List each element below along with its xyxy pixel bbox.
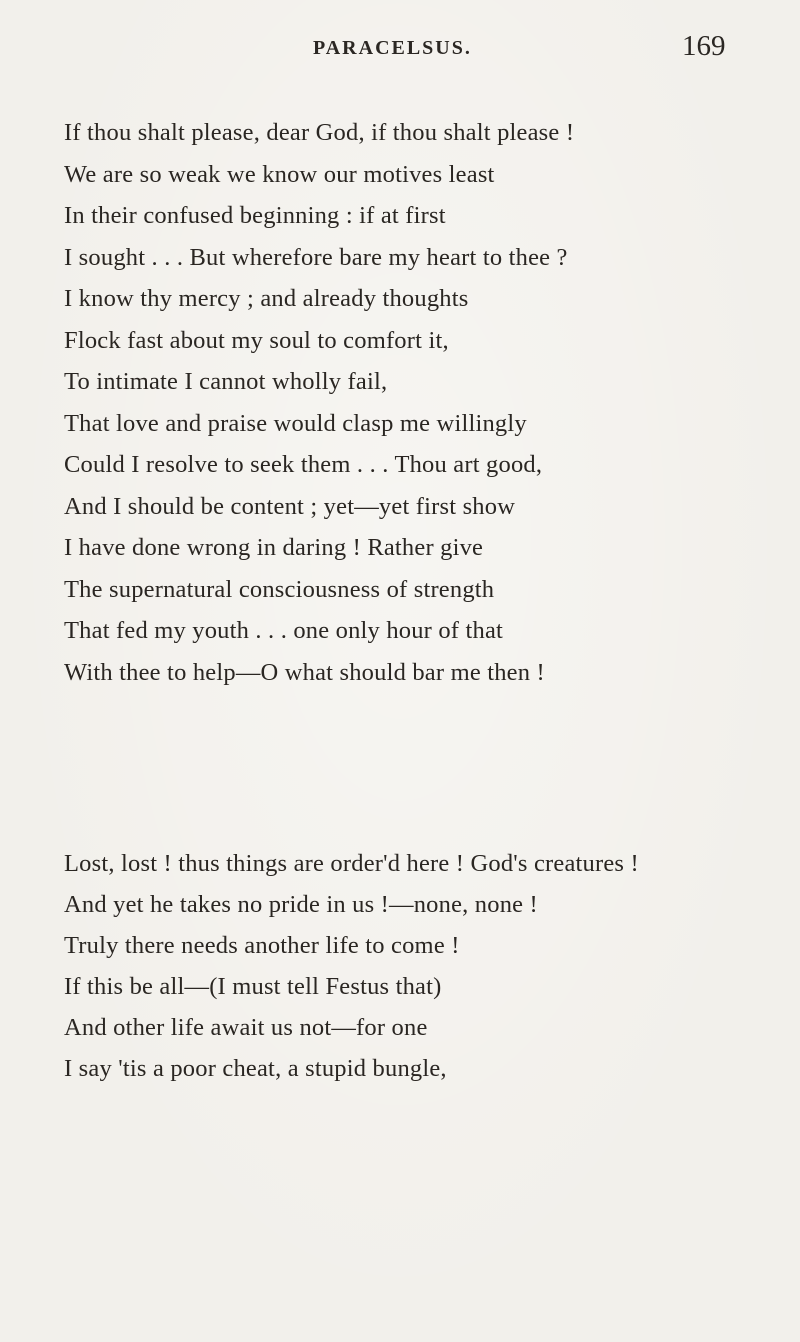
verse-line: Flock fast about my soul to comfort it, <box>64 326 449 354</box>
verse-line: Truly there needs another life to come ! <box>64 932 460 959</box>
stanza-2 <box>64 843 784 1089</box>
verse-line: Could I resolve to seek them . . . Thou art good, <box>64 451 543 478</box>
verse-line: The supernatural consciousness of strength <box>64 575 495 603</box>
verse-line: I say 'tis a poor cheat, a stupid bungle, <box>64 1055 447 1082</box>
running-head <box>0 30 800 70</box>
verse-line: That fed my youth . . . one only hour of that <box>64 617 504 644</box>
verse-line: That love and praise would clasp me willingly <box>64 409 527 437</box>
verse-line: And I should be content ; yet—yet first show <box>64 492 516 520</box>
verse-line: In their confused beginning : if at first <box>64 202 446 229</box>
stanza-1 <box>64 112 784 693</box>
verse-line: I know thy mercy ; and already thoughts <box>64 285 469 312</box>
page-number: 169 <box>682 30 726 62</box>
verse-line: I have done wrong in daring ! Rather give <box>64 534 484 561</box>
verse-line: And other life await us not—for one <box>64 1014 428 1041</box>
verse-line: To intimate I cannot wholly fail, <box>64 368 388 395</box>
verse-line: We are so weak we know our motives least <box>64 160 495 188</box>
running-title: PARACELSUS. <box>313 37 472 59</box>
verse-line: With thee to help—O what should bar me then ! <box>64 658 545 686</box>
verse-line: Lost, lost ! thus things are order'd here ! God's creatures ! <box>64 850 639 877</box>
verse-line: I sought . . . But wherefore bare my heart to thee ? <box>64 243 568 271</box>
verse-line: And yet he takes no pride in us !—none, none ! <box>64 891 538 918</box>
verse-line: If thou shalt please, dear God, if thou shalt please ! <box>64 119 575 146</box>
verse-line: If this be all—(I must tell Festus that) <box>64 973 442 1000</box>
